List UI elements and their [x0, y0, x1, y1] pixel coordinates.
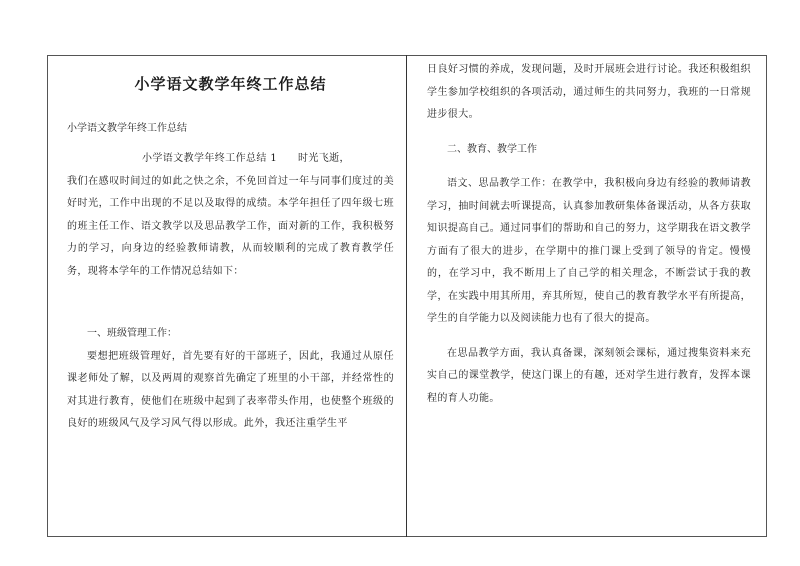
document-subtitle: 小学语文教学年终工作总结	[67, 123, 187, 134]
section-class-management-body: 要想把班级管理好，首先要有好的干部班子，因此，我通过从原任课老师处了解，以及两周的观察首先确定了班里的小干部，并经常性的对其进行教育，使他们在班级中起到了表率带头作用，也使整个班级的良好的班级风气及学习风气得以形成。此外，我还注重学生平	[67, 350, 394, 429]
continued-paragraph: 日良好习惯的养成，发现问题，及时开展班会进行讨论。我还积极组织学生参加学校组织的各项活动，通过师生的共同努力，我班的一日常规进步很大。	[427, 64, 751, 120]
section-teaching-paragraph-1: 语文、思品教学工作：在教学中，我积极向身边有经验的教师请教学习，抽时间就去听课提高，认真参加教研集体备课活动，从各方获取知识提高自己。通过同事们的帮助和自己的努力，这学期我在语文教学方面有了很大的进步，在学期中的推门课上受到了领导的肯定。慢慢的，在学习中，我不断用上了自己学的相关理念，不断尝试于我的教学，在实践中用其所用，弃其所短，使自己的教育教学水平有所提高，学生的自学能力以及阅读能力也有了很大的提高。	[427, 178, 751, 324]
document-title: 小学语文教学年终工作总结	[134, 75, 327, 93]
left-column	[47, 55, 406, 436]
intro-paragraph: 我们在感叹时间过的如此之快之余，不免回首过一年与同事们度过的美好时光，工作中出现的不足以及取得的成绩。本学年担任了四年级七班的班主任工作、语文教学以及思品教学工作，面对新的工作，我积极努力的学习，向身边的经验教师请教，从而较顺利的完成了教育教学任务，现将本学年的工作情况总结如下：	[67, 175, 394, 277]
right-column	[407, 55, 767, 410]
section-teaching-paragraph-2: 在思品教学方面，我认真备课，深刻领会课标，通过搜集资料来充实自己的课堂教学，使这门课上的有趣，还对学生进行教育，发挥本课程的育人功能。	[427, 347, 751, 404]
intro-line: 小学语文教学年终工作总结 1 时光飞逝，	[142, 153, 350, 164]
section-heading-class-management: 一、班级管理工作：	[87, 328, 177, 339]
section-heading-teaching: 二、教育、教学工作	[447, 143, 537, 155]
